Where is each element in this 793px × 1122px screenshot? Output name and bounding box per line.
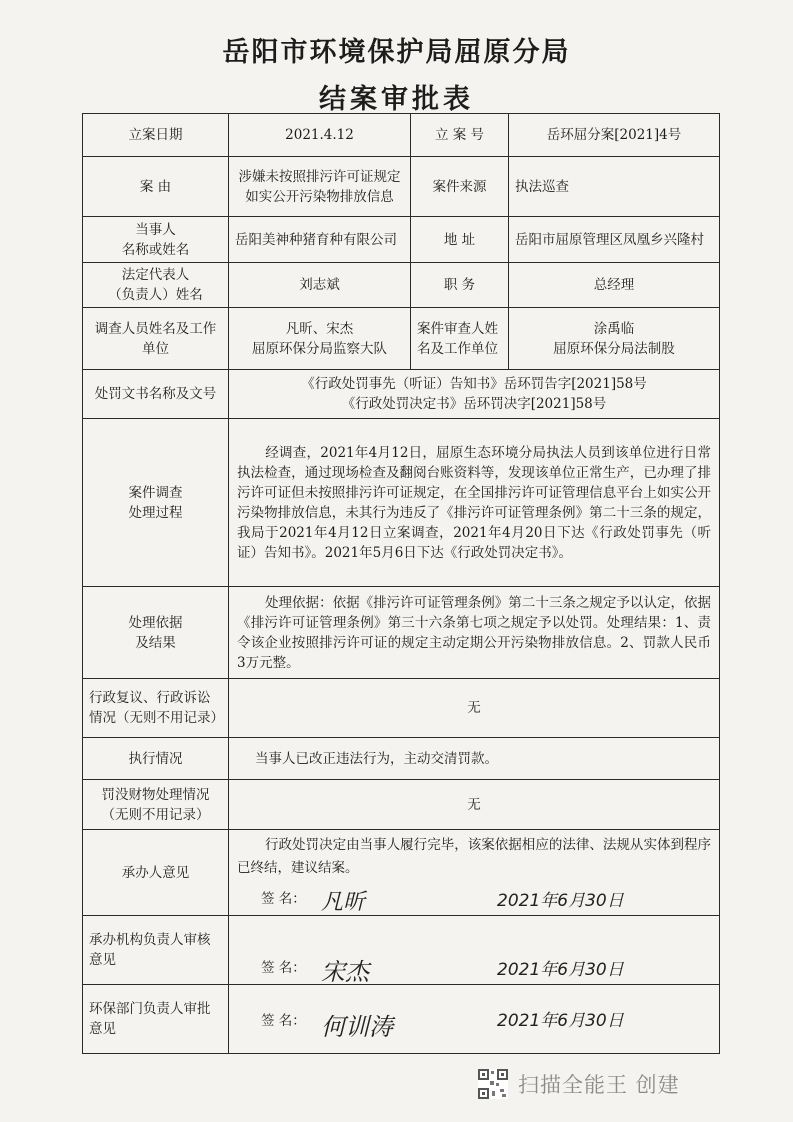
handler-opinion bbox=[229, 830, 719, 884]
position-label: 职 务 bbox=[411, 263, 509, 308]
party-label-line1: 当事人 bbox=[135, 221, 176, 238]
org-sign-label: 签 名： bbox=[261, 960, 306, 976]
investigators-label: 调查人员姓名及工作单位 bbox=[83, 308, 229, 370]
row-handler bbox=[83, 830, 720, 916]
address-value: 岳阳市屈原管理区凤凰乡兴隆村 bbox=[509, 217, 720, 263]
row-dept-approval bbox=[83, 985, 720, 1054]
row-documents bbox=[83, 370, 720, 419]
org-label: 承办机构负责人审核意见 bbox=[83, 916, 229, 985]
execution-value: 当事人已改正违法行为，主动交清罚款。 bbox=[229, 738, 720, 780]
review-value: 无 bbox=[229, 679, 720, 738]
basis-label-line2: 及结果 bbox=[135, 634, 176, 651]
filing-date-label: 立案日期 bbox=[83, 114, 229, 157]
confiscation-label bbox=[83, 780, 229, 830]
cause-value: 涉嫌未按照排污许可证规定如实公开污染物排放信息 bbox=[229, 157, 411, 217]
dept-sign-label: 签 名： bbox=[261, 1013, 306, 1029]
handler-opinion-text: 行政处罚决定由当事人履行完毕，该案依据相应的法律、法规从实体到程序已终结，建议结案。 bbox=[237, 837, 711, 876]
investigators-unit: 屈原环保分局监察大队 bbox=[252, 340, 387, 357]
cause-label: 案 由 bbox=[83, 157, 229, 217]
watermark-text: 扫描全能王 创建 bbox=[518, 1073, 680, 1097]
execution-label: 执行情况 bbox=[83, 738, 229, 780]
basis-text: 处理依据：依据《排污许可证管理条例》第二十三条之规定予以认定，依据《排污许可证管理条例》第三十六条第七项之规定予以处罚。处理结果：1、责令该企业按照排污许可证的规定主动定期公开污染物排放信息。2、罚款人民币3万元整。 bbox=[237, 594, 711, 671]
handler-date: 2021年6月30日 bbox=[497, 891, 624, 911]
dept-date: 2021年6月30日 bbox=[497, 1011, 624, 1031]
qr-code-icon bbox=[478, 1069, 508, 1099]
docs-decision: 《行政处罚决定书》岳环罚决字[2021]58号 bbox=[341, 396, 607, 412]
reviewer-value bbox=[509, 308, 720, 370]
row-filing bbox=[83, 114, 720, 157]
handler-sign-label: 签 名： bbox=[261, 891, 306, 907]
row-process bbox=[83, 419, 720, 587]
confiscation-value: 无 bbox=[229, 780, 720, 830]
basis-label-line1: 处理依据 bbox=[128, 614, 183, 631]
row-representative bbox=[83, 263, 720, 308]
docs-value bbox=[229, 370, 720, 419]
document-title: 岳阳市环境保护局屈原分局 bbox=[222, 37, 571, 68]
approval-form bbox=[82, 113, 720, 1054]
source-label: 案件来源 bbox=[411, 157, 509, 217]
process-text: 经调查，2021年4月12日，屈原生态环境分局执法人员到该单位进行日常执法检查，通过现场检查及翻阅台账资料等，发现该单位正常生产，已办理了排污许可证但未按照排污许可证规定，在全国排污许可证管理信息平台上如实公开污染物排放信息，未其行为违反了《排污许可证管理条例》第二十三条的规定，我局于2021年4月12日立案调查，2021年4月20日下达《行政处罚事先（听证）告知书》。2021年5月6日下达《行政处罚决定书》。 bbox=[237, 444, 711, 561]
row-review bbox=[83, 679, 720, 738]
row-confiscation bbox=[83, 780, 720, 830]
org-signature: 宋杰 bbox=[321, 958, 369, 985]
party-value: 岳阳美神种猪育种有限公司 bbox=[229, 217, 411, 263]
handler-signature: 凡昕 bbox=[321, 890, 366, 915]
investigators-value bbox=[229, 308, 411, 370]
reviewer-unit: 屈原环保分局法制股 bbox=[553, 340, 675, 357]
basis-label bbox=[83, 587, 229, 679]
address-label: 地 址 bbox=[411, 217, 509, 263]
process-label-line1: 案件调查 bbox=[128, 484, 183, 501]
investigators-names: 凡昕、宋杰 bbox=[285, 320, 354, 337]
dept-label: 环保部门负责人审批意见 bbox=[83, 985, 229, 1054]
reviewer-label: 案件审查人姓名及工作单位 bbox=[411, 308, 509, 370]
reviewer-name: 涂禹临 bbox=[593, 320, 635, 337]
document-subtitle: 结案审批表 bbox=[319, 84, 474, 115]
row-basis bbox=[83, 587, 720, 679]
row-party bbox=[83, 217, 720, 263]
rep-label-line1: 法定代表人 bbox=[121, 267, 190, 283]
dept-signature: 何训涛 bbox=[321, 1013, 393, 1041]
case-no-value: 岳环屈分案[2021]4号 bbox=[509, 114, 720, 157]
scanner-watermark bbox=[478, 1067, 680, 1101]
docs-label: 处罚文书名称及文号 bbox=[83, 370, 229, 419]
basis-value bbox=[229, 587, 720, 679]
rep-value: 刘志斌 bbox=[229, 263, 411, 308]
party-label-line2: 名称或姓名 bbox=[121, 241, 190, 258]
review-label: 行政复议、行政诉讼情况（无则不用记录） bbox=[83, 679, 229, 738]
process-label-line2: 处理过程 bbox=[128, 504, 183, 521]
rep-label bbox=[83, 263, 229, 308]
process-label bbox=[83, 419, 229, 587]
row-cause bbox=[83, 157, 720, 217]
process-value bbox=[229, 419, 720, 587]
party-label bbox=[83, 217, 229, 263]
org-cell bbox=[229, 916, 720, 985]
row-org-approval bbox=[83, 916, 720, 985]
handler-label: 承办人意见 bbox=[83, 830, 229, 916]
handler-cell bbox=[229, 830, 720, 916]
position-value: 总经理 bbox=[509, 263, 720, 308]
dept-cell bbox=[229, 985, 720, 1054]
org-date: 2021年6月30日 bbox=[497, 960, 624, 980]
filing-date-value: 2021.4.12 bbox=[229, 114, 411, 157]
case-no-label: 立 案 号 bbox=[411, 114, 509, 157]
docs-notice: 《行政处罚事先（听证）告知书》岳环罚告字[2021]58号 bbox=[301, 376, 647, 392]
confiscation-label-line2: （无则不用记录） bbox=[101, 806, 210, 823]
rep-label-line2: （负责人）姓名 bbox=[108, 287, 203, 303]
confiscation-label-line1: 罚没财物处理情况 bbox=[101, 786, 210, 803]
source-value: 执法巡查 bbox=[509, 157, 720, 217]
row-execution bbox=[83, 738, 720, 780]
row-investigators bbox=[83, 308, 720, 370]
